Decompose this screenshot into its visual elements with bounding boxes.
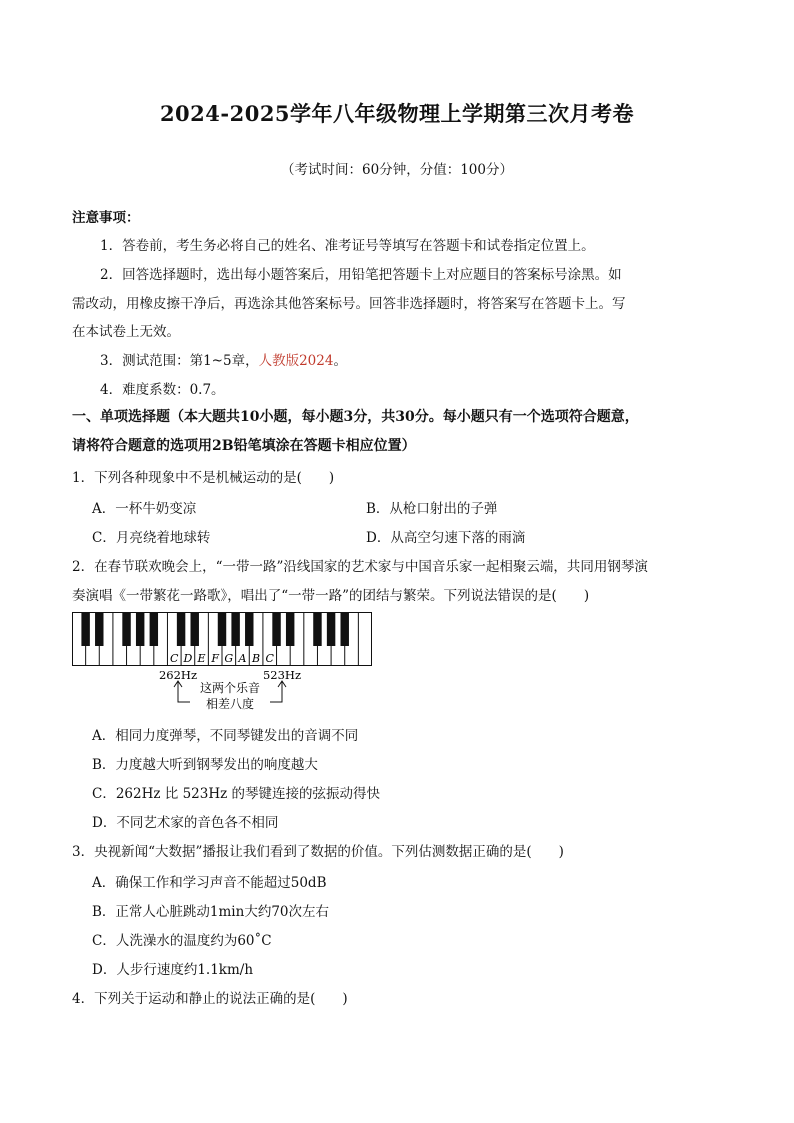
black-key [136,612,144,646]
black-key [341,612,349,646]
black-key [313,612,321,646]
black-key [150,612,158,646]
note-label: F [211,652,220,665]
q2-option-d: D．不同艺术家的音色各不相同 [92,815,279,831]
black-key [122,612,130,646]
note-2-line2: 需改动，用橡皮擦干净后，再选涂其他答案标号。回答非选择题时，将答案写在答题卡上。写 [72,296,626,312]
notes-heading: 注意事项： [72,210,140,226]
q4-stem: 4．下列关于运动和静止的说法正确的是( ) [72,991,348,1007]
freq-high-label: 523Hz [262,668,302,682]
section-1-heading-line1: 一、单项选择题（本大题共10小题，每小题3分，共30分。每小题只有一个选项符合题意， [72,409,639,425]
q1-option-a: A．一杯牛奶变凉 [92,501,197,517]
note-3-suffix: 。 [333,353,347,369]
q1-option-d: D．从高空匀速下落的雨滴 [366,530,526,546]
q3-option-a: A．确保工作和学习声音不能超过50dB [92,875,327,891]
q2-option-b: B．力度越大听到钢琴发出的响度越大 [92,757,318,773]
note-label: C [170,652,179,665]
q3-stem: 3．央视新闻“大数据”播报让我们看到了数据的价值。下列估测数据正确的是( ) [72,844,564,860]
note-2-line1: 2．回答选择题时，选出每小题答案后，用铅笔把答题卡上对应题目的答案标号涂黑。如 [100,267,622,283]
q3-option-b: B．正常人心脏跳动1min大约70次左右 [92,904,330,920]
black-key [327,612,335,646]
note-label: D [183,652,193,665]
note-label: B [252,652,261,665]
q2-option-c: C．262Hz 比 523Hz 的琴键连接的弦振动得快 [92,786,381,802]
q3-option-c: C．人洗澡水的温度约为60˚C [92,933,272,949]
black-key [245,612,253,646]
black-key [81,612,89,646]
bracket-left [178,682,190,702]
note-label: G [224,652,234,665]
black-key [191,612,199,646]
note-label: E [197,652,206,665]
note-label: A [238,652,247,665]
figure-caption-line1: 这两个乐音 [199,681,261,695]
q1-option-b: B．从枪口射出的子弹 [366,501,498,517]
exam-info: （考试时间：60分钟，分值：100分） [281,162,513,178]
black-key [218,612,226,646]
black-key [231,612,239,646]
bracket-right [270,682,282,702]
q1-stem: 1．下列各种现象中不是机械运动的是( ) [72,470,335,486]
black-key [95,612,103,646]
note-3 [100,349,347,369]
page-title: 2024-2025学年八年级物理上学期第三次月考卷 [159,101,635,126]
black-key [286,612,294,646]
q2-option-a: A．相同力度弹琴，不同琴键发出的音调不同 [92,728,359,744]
q2-stem-line1: 2．在春节联欢晚会上，“一带一路”沿线国家的艺术家与中国音乐家一起相聚云端，共同用钢琴演 [72,559,648,575]
black-key [272,612,280,646]
note-1: 1．答卷前，考生务必将自己的姓名、准考证号等填写在答题卡和试卷指定位置上。 [100,238,595,254]
q1-option-c: C．月亮绕着地球转 [92,530,211,546]
black-key [177,612,185,646]
freq-low-label: 262Hz [158,668,198,682]
note-label: C [265,652,274,665]
q2-stem-line2: 奏演唱《一带繁花一路歌》，唱出了“一带一路”的团结与繁荣。下列说法错误的是( ) [72,588,590,604]
note-2-line3: 在本试卷上无效。 [72,324,180,340]
section-1-heading-line2: 请将符合题意的选项用2B铅笔填涂在答题卡相应位置） [72,438,416,454]
q3-option-d: D．人步行速度约1.1km/h [92,962,254,978]
note-4: 4．难度系数：0.7。 [100,382,225,398]
piano-keyboard-figure [72,612,372,716]
figure-caption-line2: 相差八度 [205,697,255,711]
note-3-prefix: 3．测试范围：第1~5章， [100,353,259,369]
note-3-edition: 人教版2024 [258,353,334,369]
